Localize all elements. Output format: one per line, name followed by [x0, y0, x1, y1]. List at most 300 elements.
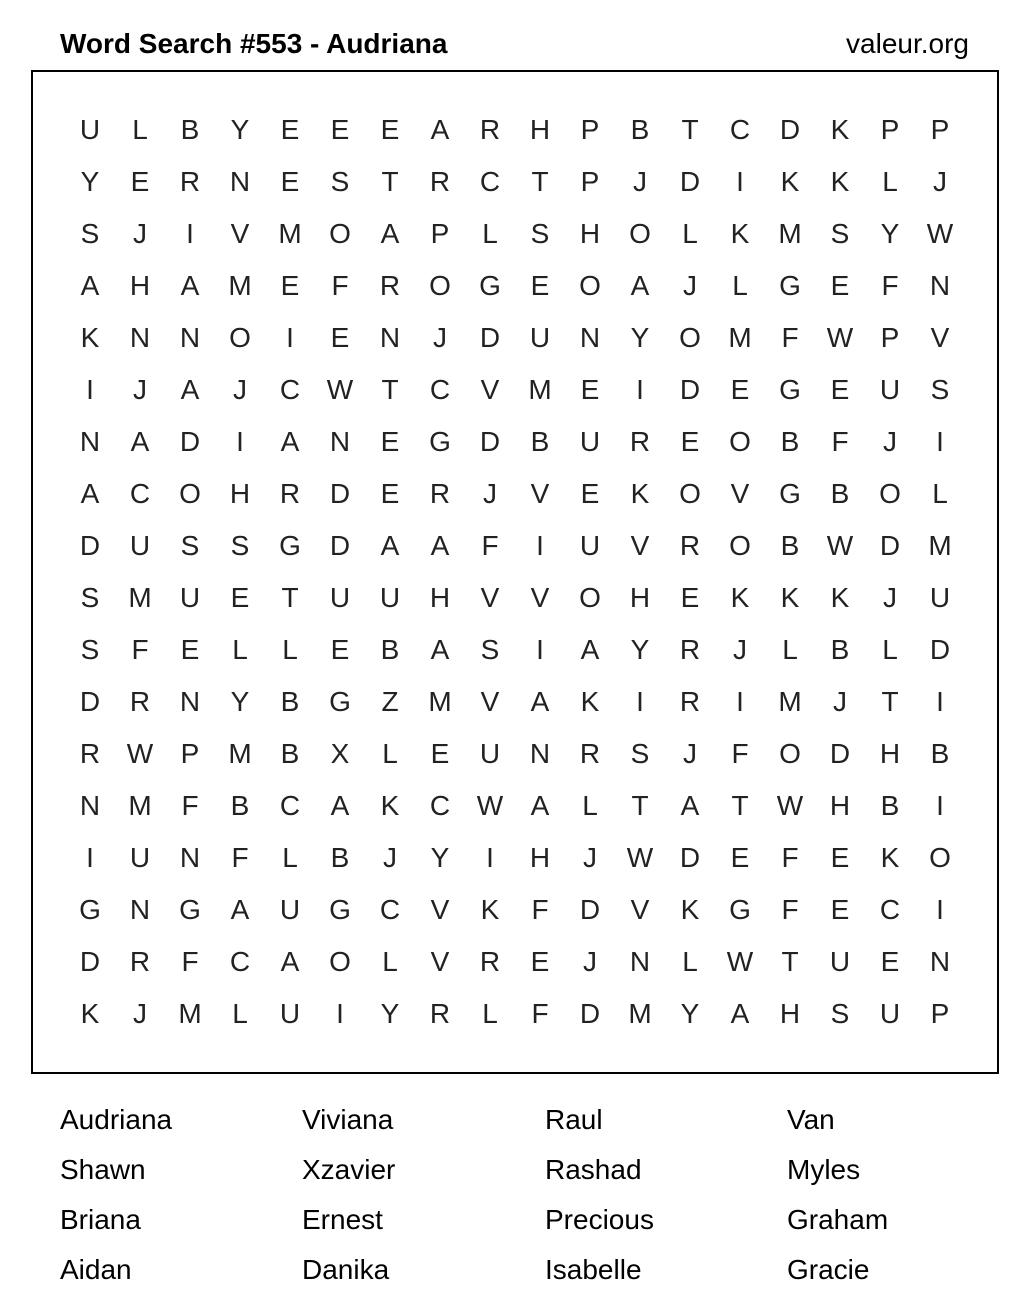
grid-cell[interactable]: F	[181, 790, 199, 821]
grid-cell[interactable]: I	[936, 686, 944, 717]
grid-cell[interactable]: Y	[380, 998, 400, 1029]
grid-cell[interactable]: E	[830, 270, 850, 301]
grid-cell[interactable]: N	[629, 946, 651, 977]
grid-cell[interactable]: J	[383, 842, 397, 873]
grid-cell[interactable]: E	[380, 426, 400, 457]
grid-cell[interactable]: E	[330, 322, 350, 353]
grid-cell[interactable]: B	[830, 634, 850, 665]
grid-cell[interactable]: E	[380, 114, 400, 145]
grid-cell[interactable]: A	[180, 374, 200, 405]
grid-cell[interactable]: R	[679, 634, 701, 665]
grid-cell[interactable]: T	[281, 582, 299, 613]
grid-cell[interactable]: L	[682, 946, 698, 977]
grid-cell[interactable]: Z	[381, 686, 399, 717]
grid-cell[interactable]: I	[236, 426, 244, 457]
grid-cell[interactable]: H	[779, 998, 801, 1029]
grid-cell[interactable]: T	[731, 790, 749, 821]
grid-cell[interactable]: J	[933, 166, 947, 197]
grid-cell[interactable]: B	[780, 426, 800, 457]
grid-cell[interactable]: E	[280, 114, 300, 145]
grid-cell[interactable]: G	[279, 530, 301, 561]
grid-cell[interactable]: S	[480, 634, 500, 665]
grid-cell[interactable]: F	[531, 998, 549, 1029]
grid-cell[interactable]: R	[129, 686, 151, 717]
grid-cell[interactable]: U	[579, 530, 601, 561]
grid-cell[interactable]: L	[932, 478, 948, 509]
grid-cell[interactable]: V	[530, 478, 550, 509]
grid-cell[interactable]: R	[429, 478, 451, 509]
grid-cell[interactable]: M	[528, 374, 552, 405]
grid-cell[interactable]: W	[826, 530, 854, 561]
grid-cell[interactable]: U	[129, 842, 151, 873]
grid-cell[interactable]: K	[730, 218, 750, 249]
grid-cell[interactable]: M	[778, 218, 802, 249]
grid-cell[interactable]: L	[482, 218, 498, 249]
grid-cell[interactable]: C	[429, 374, 451, 405]
grid-cell[interactable]: D	[329, 530, 351, 561]
grid-cell[interactable]: V	[480, 582, 500, 613]
grid-cell[interactable]: C	[279, 790, 301, 821]
grid-cell[interactable]: W	[776, 790, 804, 821]
grid-cell[interactable]: R	[679, 686, 701, 717]
grid-cell[interactable]: U	[579, 426, 601, 457]
grid-cell[interactable]: G	[479, 270, 501, 301]
grid-cell[interactable]: R	[479, 114, 501, 145]
grid-cell[interactable]: S	[830, 218, 850, 249]
grid-cell[interactable]: W	[476, 790, 504, 821]
grid-cell[interactable]: A	[430, 114, 450, 145]
grid-cell[interactable]: V	[430, 946, 450, 977]
grid-cell[interactable]: V	[730, 478, 750, 509]
grid-cell[interactable]: A	[680, 790, 700, 821]
grid-cell[interactable]: F	[131, 634, 149, 665]
grid-cell[interactable]: J	[683, 270, 697, 301]
grid-cell[interactable]: U	[879, 374, 901, 405]
grid-cell[interactable]: J	[433, 322, 447, 353]
grid-cell[interactable]: W	[126, 738, 154, 769]
grid-cell[interactable]: P	[430, 218, 450, 249]
grid-cell[interactable]: A	[130, 426, 150, 457]
grid-cell[interactable]: A	[430, 530, 450, 561]
grid-cell[interactable]: B	[380, 634, 400, 665]
grid-cell[interactable]: D	[679, 166, 701, 197]
grid-cell[interactable]: O	[679, 322, 701, 353]
grid-cell[interactable]: I	[636, 374, 644, 405]
grid-cell[interactable]: L	[882, 166, 898, 197]
grid-cell[interactable]: O	[229, 322, 251, 353]
grid-cell[interactable]: H	[579, 218, 601, 249]
grid-cell[interactable]: H	[629, 582, 651, 613]
grid-cell[interactable]: J	[683, 738, 697, 769]
grid-cell[interactable]: U	[829, 946, 851, 977]
grid-cell[interactable]: F	[831, 426, 849, 457]
grid-cell[interactable]: J	[883, 582, 897, 613]
grid-cell[interactable]: J	[633, 166, 647, 197]
grid-cell[interactable]: L	[782, 634, 798, 665]
grid-cell[interactable]: L	[382, 738, 398, 769]
grid-cell[interactable]: G	[329, 686, 351, 717]
grid-cell[interactable]: E	[430, 738, 450, 769]
grid-cell[interactable]: K	[780, 166, 800, 197]
grid-cell[interactable]: J	[833, 686, 847, 717]
grid-cell[interactable]: G	[779, 374, 801, 405]
grid-cell[interactable]: N	[929, 270, 951, 301]
grid-cell[interactable]: J	[583, 842, 597, 873]
grid-cell[interactable]: M	[928, 530, 952, 561]
grid-cell[interactable]: I	[636, 686, 644, 717]
grid-cell[interactable]: F	[881, 270, 899, 301]
grid-cell[interactable]: Y	[630, 322, 650, 353]
grid-cell[interactable]: U	[529, 322, 551, 353]
grid-cell[interactable]: T	[381, 374, 399, 405]
grid-cell[interactable]: W	[826, 322, 854, 353]
grid-cell[interactable]: O	[679, 478, 701, 509]
grid-cell[interactable]: B	[630, 114, 650, 145]
grid-cell[interactable]: G	[429, 426, 451, 457]
grid-cell[interactable]: S	[330, 166, 350, 197]
grid-cell[interactable]: M	[428, 686, 452, 717]
grid-cell[interactable]: K	[830, 166, 850, 197]
grid-cell[interactable]: N	[179, 686, 201, 717]
grid-cell[interactable]: U	[179, 582, 201, 613]
grid-cell[interactable]: M	[778, 686, 802, 717]
grid-cell[interactable]: K	[830, 114, 850, 145]
grid-cell[interactable]: H	[129, 270, 151, 301]
grid-cell[interactable]: E	[280, 166, 300, 197]
grid-cell[interactable]: A	[380, 530, 400, 561]
grid-cell[interactable]: E	[380, 478, 400, 509]
grid-cell[interactable]: C	[129, 478, 151, 509]
grid-cell[interactable]: W	[726, 946, 754, 977]
grid-cell[interactable]: O	[779, 738, 801, 769]
grid-cell[interactable]: P	[880, 114, 900, 145]
grid-cell[interactable]: M	[128, 582, 152, 613]
grid-cell[interactable]: I	[936, 426, 944, 457]
grid-cell[interactable]: S	[80, 218, 100, 249]
grid-cell[interactable]: S	[80, 634, 100, 665]
grid-cell[interactable]: A	[380, 218, 400, 249]
grid-cell[interactable]: U	[279, 894, 301, 925]
grid-cell[interactable]: B	[180, 114, 200, 145]
grid-cell[interactable]: E	[580, 478, 600, 509]
grid-cell[interactable]: B	[280, 738, 300, 769]
grid-cell[interactable]: H	[429, 582, 451, 613]
grid-cell[interactable]: R	[429, 166, 451, 197]
grid-cell[interactable]: E	[730, 842, 750, 873]
grid-cell[interactable]: D	[879, 530, 901, 561]
grid-cell[interactable]: P	[930, 114, 950, 145]
grid-cell[interactable]: L	[382, 946, 398, 977]
grid-cell[interactable]: V	[480, 686, 500, 717]
grid-cell[interactable]: T	[381, 166, 399, 197]
grid-cell[interactable]: A	[180, 270, 200, 301]
grid-cell[interactable]: K	[680, 894, 700, 925]
grid-cell[interactable]: V	[630, 530, 650, 561]
grid-cell[interactable]: F	[331, 270, 349, 301]
grid-cell[interactable]: G	[79, 894, 101, 925]
grid-cell[interactable]: V	[480, 374, 500, 405]
grid-cell[interactable]: J	[483, 478, 497, 509]
grid-cell[interactable]: T	[681, 114, 699, 145]
grid-cell[interactable]: V	[930, 322, 950, 353]
grid-cell[interactable]: M	[728, 322, 752, 353]
grid-cell[interactable]: M	[628, 998, 652, 1029]
grid-cell[interactable]: O	[579, 270, 601, 301]
grid-cell[interactable]: C	[879, 894, 901, 925]
grid-cell[interactable]: T	[881, 686, 899, 717]
grid-cell[interactable]: B	[280, 686, 300, 717]
grid-cell[interactable]: N	[929, 946, 951, 977]
grid-cell[interactable]: H	[529, 842, 551, 873]
grid-cell[interactable]: A	[330, 790, 350, 821]
grid-cell[interactable]: N	[79, 790, 101, 821]
grid-cell[interactable]: Y	[230, 686, 250, 717]
grid-cell[interactable]: I	[936, 894, 944, 925]
grid-cell[interactable]: B	[880, 790, 900, 821]
grid-cell[interactable]: D	[779, 114, 801, 145]
grid-cell[interactable]: T	[781, 946, 799, 977]
grid-cell[interactable]: P	[580, 166, 600, 197]
grid-cell[interactable]: N	[579, 322, 601, 353]
grid-cell[interactable]: K	[780, 582, 800, 613]
grid-cell[interactable]: E	[680, 426, 700, 457]
grid-cell[interactable]: D	[179, 426, 201, 457]
grid-cell[interactable]: E	[330, 634, 350, 665]
grid-cell[interactable]: M	[178, 998, 202, 1029]
grid-cell[interactable]: P	[880, 322, 900, 353]
grid-cell[interactable]: J	[883, 426, 897, 457]
grid-cell[interactable]: N	[379, 322, 401, 353]
grid-cell[interactable]: E	[230, 582, 250, 613]
grid-cell[interactable]: G	[729, 894, 751, 925]
grid-cell[interactable]: J	[583, 946, 597, 977]
grid-cell[interactable]: D	[479, 322, 501, 353]
grid-cell[interactable]: N	[79, 426, 101, 457]
grid-cell[interactable]: P	[580, 114, 600, 145]
grid-cell[interactable]: R	[129, 946, 151, 977]
grid-cell[interactable]: N	[179, 322, 201, 353]
grid-cell[interactable]: I	[486, 842, 494, 873]
grid-cell[interactable]: G	[779, 270, 801, 301]
grid-cell[interactable]: T	[631, 790, 649, 821]
grid-cell[interactable]: E	[830, 842, 850, 873]
grid-cell[interactable]: I	[336, 998, 344, 1029]
grid-cell[interactable]: A	[80, 270, 100, 301]
grid-cell[interactable]: I	[186, 218, 194, 249]
grid-cell[interactable]: F	[781, 322, 799, 353]
grid-cell[interactable]: B	[230, 790, 250, 821]
grid-cell[interactable]: K	[480, 894, 500, 925]
grid-cell[interactable]: U	[329, 582, 351, 613]
grid-cell[interactable]: A	[580, 634, 600, 665]
grid-cell[interactable]: O	[879, 478, 901, 509]
grid-cell[interactable]: C	[279, 374, 301, 405]
grid-cell[interactable]: Y	[430, 842, 450, 873]
grid-cell[interactable]: L	[882, 634, 898, 665]
grid-cell[interactable]: E	[680, 582, 700, 613]
grid-cell[interactable]: U	[379, 582, 401, 613]
grid-cell[interactable]: C	[729, 114, 751, 145]
grid-cell[interactable]: R	[429, 998, 451, 1029]
grid-cell[interactable]: F	[781, 894, 799, 925]
grid-cell[interactable]: I	[86, 374, 94, 405]
grid-cell[interactable]: B	[330, 842, 350, 873]
grid-cell[interactable]: O	[179, 478, 201, 509]
grid-cell[interactable]: B	[780, 530, 800, 561]
grid-cell[interactable]: N	[229, 166, 251, 197]
grid-cell[interactable]: J	[733, 634, 747, 665]
grid-cell[interactable]: E	[530, 270, 550, 301]
grid-cell[interactable]: K	[730, 582, 750, 613]
grid-cell[interactable]: I	[736, 166, 744, 197]
grid-cell[interactable]: K	[880, 842, 900, 873]
grid-cell[interactable]: U	[129, 530, 151, 561]
grid-cell[interactable]: E	[730, 374, 750, 405]
grid-cell[interactable]: D	[579, 894, 601, 925]
grid-cell[interactable]: Y	[230, 114, 250, 145]
grid-cell[interactable]: I	[936, 790, 944, 821]
grid-cell[interactable]: E	[830, 894, 850, 925]
grid-cell[interactable]: E	[180, 634, 200, 665]
grid-cell[interactable]: Y	[630, 634, 650, 665]
grid-cell[interactable]: K	[380, 790, 400, 821]
grid-cell[interactable]: L	[582, 790, 598, 821]
grid-cell[interactable]: Y	[680, 998, 700, 1029]
grid-cell[interactable]: W	[926, 218, 954, 249]
grid-cell[interactable]: L	[682, 218, 698, 249]
grid-cell[interactable]: D	[329, 478, 351, 509]
grid-cell[interactable]: G	[329, 894, 351, 925]
grid-cell[interactable]: Y	[880, 218, 900, 249]
grid-cell[interactable]: A	[280, 426, 300, 457]
grid-cell[interactable]: D	[79, 686, 101, 717]
grid-cell[interactable]: T	[531, 166, 549, 197]
grid-cell[interactable]: G	[779, 478, 801, 509]
grid-cell[interactable]: A	[630, 270, 650, 301]
grid-cell[interactable]: R	[579, 738, 601, 769]
grid-cell[interactable]: H	[229, 478, 251, 509]
grid-cell[interactable]: E	[880, 946, 900, 977]
grid-cell[interactable]: L	[132, 114, 148, 145]
grid-cell[interactable]: W	[626, 842, 654, 873]
grid-cell[interactable]: O	[429, 270, 451, 301]
grid-cell[interactable]: R	[179, 166, 201, 197]
grid-cell[interactable]: N	[529, 738, 551, 769]
grid-cell[interactable]: S	[80, 582, 100, 613]
grid-cell[interactable]: N	[129, 894, 151, 925]
grid-cell[interactable]: O	[629, 218, 651, 249]
grid-cell[interactable]: K	[80, 998, 100, 1029]
grid-cell[interactable]: U	[279, 998, 301, 1029]
grid-cell[interactable]: O	[729, 426, 751, 457]
grid-cell[interactable]: L	[232, 634, 248, 665]
grid-cell[interactable]: S	[530, 218, 550, 249]
grid-cell[interactable]: R	[379, 270, 401, 301]
grid-cell[interactable]: Y	[80, 166, 100, 197]
grid-cell[interactable]: L	[482, 998, 498, 1029]
grid-cell[interactable]: O	[329, 946, 351, 977]
grid-cell[interactable]: O	[579, 582, 601, 613]
grid-cell[interactable]: P	[930, 998, 950, 1029]
grid-cell[interactable]: F	[231, 842, 249, 873]
grid-cell[interactable]: I	[536, 530, 544, 561]
grid-cell[interactable]: S	[180, 530, 200, 561]
grid-cell[interactable]: D	[479, 426, 501, 457]
grid-cell[interactable]: W	[326, 374, 354, 405]
grid-cell[interactable]: A	[730, 998, 750, 1029]
grid-cell[interactable]: G	[179, 894, 201, 925]
grid-cell[interactable]: J	[133, 218, 147, 249]
grid-cell[interactable]: B	[830, 478, 850, 509]
grid-cell[interactable]: E	[580, 374, 600, 405]
grid-cell[interactable]: X	[330, 738, 350, 769]
grid-cell[interactable]: D	[929, 634, 951, 665]
grid-cell[interactable]: S	[230, 530, 250, 561]
grid-cell[interactable]: R	[479, 946, 501, 977]
grid-cell[interactable]: P	[180, 738, 200, 769]
grid-cell[interactable]: A	[280, 946, 300, 977]
grid-cell[interactable]: K	[830, 582, 850, 613]
grid-cell[interactable]: R	[629, 426, 651, 457]
grid-cell[interactable]: H	[829, 790, 851, 821]
grid-cell[interactable]: L	[732, 270, 748, 301]
grid-cell[interactable]: J	[133, 998, 147, 1029]
grid-cell[interactable]: V	[630, 894, 650, 925]
grid-cell[interactable]: M	[128, 790, 152, 821]
grid-cell[interactable]: F	[531, 894, 549, 925]
grid-cell[interactable]: V	[530, 582, 550, 613]
grid-cell[interactable]: D	[679, 374, 701, 405]
grid-cell[interactable]: E	[330, 114, 350, 145]
grid-cell[interactable]: N	[129, 322, 151, 353]
grid-cell[interactable]: F	[481, 530, 499, 561]
grid-cell[interactable]: V	[230, 218, 250, 249]
grid-cell[interactable]: L	[282, 842, 298, 873]
grid-cell[interactable]: U	[879, 998, 901, 1029]
grid-cell[interactable]: I	[736, 686, 744, 717]
grid-cell[interactable]: U	[79, 114, 101, 145]
grid-cell[interactable]: L	[232, 998, 248, 1029]
grid-cell[interactable]: A	[530, 686, 550, 717]
grid-cell[interactable]: H	[879, 738, 901, 769]
grid-cell[interactable]: O	[929, 842, 951, 873]
grid-cell[interactable]: E	[130, 166, 150, 197]
grid-cell[interactable]: I	[286, 322, 294, 353]
grid-cell[interactable]: B	[930, 738, 950, 769]
grid-cell[interactable]: U	[479, 738, 501, 769]
grid-cell[interactable]: K	[580, 686, 600, 717]
grid-cell[interactable]: O	[729, 530, 751, 561]
grid-cell[interactable]: B	[530, 426, 550, 457]
grid-cell[interactable]: N	[179, 842, 201, 873]
grid-cell[interactable]: R	[79, 738, 101, 769]
grid-cell[interactable]: D	[79, 530, 101, 561]
grid-cell[interactable]: S	[830, 998, 850, 1029]
grid-cell[interactable]: M	[228, 270, 252, 301]
grid-cell[interactable]: A	[430, 634, 450, 665]
grid-cell[interactable]: E	[280, 270, 300, 301]
grid-cell[interactable]: D	[79, 946, 101, 977]
grid-cell[interactable]: C	[379, 894, 401, 925]
grid-cell[interactable]: J	[133, 374, 147, 405]
grid-cell[interactable]: J	[233, 374, 247, 405]
grid-cell[interactable]: K	[80, 322, 100, 353]
grid-cell[interactable]: A	[530, 790, 550, 821]
grid-cell[interactable]: I	[86, 842, 94, 873]
grid-cell[interactable]: U	[929, 582, 951, 613]
grid-cell[interactable]: E	[530, 946, 550, 977]
grid-cell[interactable]: C	[479, 166, 501, 197]
